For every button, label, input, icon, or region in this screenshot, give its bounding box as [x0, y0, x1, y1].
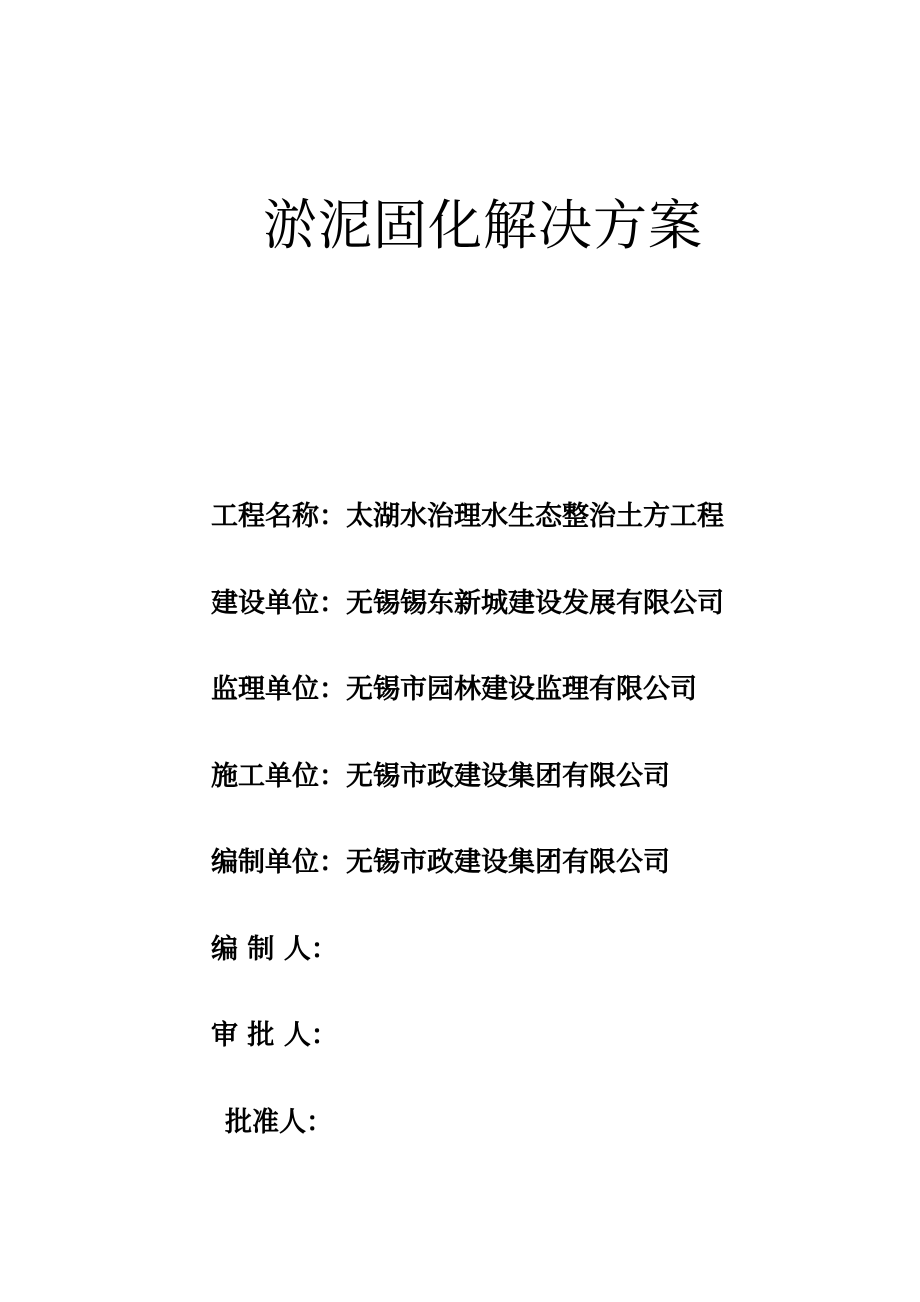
project-name-label: 工程名称： — [211, 501, 346, 532]
document-title: 淤泥固化解决方案 — [263, 194, 703, 257]
info-row-compiling-unit — [211, 841, 670, 885]
project-name-value: 太湖水治理水生态整治土方工程 — [346, 501, 724, 532]
info-row-project-name — [211, 495, 724, 539]
info-row-construction-unit — [211, 582, 724, 626]
info-row-contractor-unit — [211, 755, 670, 799]
contractor-unit-value: 无锡市政建设集团有限公司 — [346, 761, 670, 792]
supervision-unit-value: 无锡市园林建设监理有限公司 — [346, 674, 697, 705]
approver-label: 批准人： — [225, 1107, 333, 1138]
info-row-approver — [225, 1101, 333, 1145]
construction-unit-value: 无锡锡东新城建设发展有限公司 — [346, 588, 724, 619]
construction-unit-label: 建设单位： — [211, 588, 346, 619]
info-row-reviewer — [211, 1014, 338, 1058]
supervision-unit-label: 监理单位： — [211, 674, 346, 705]
info-row-compiler — [211, 928, 338, 972]
reviewer-label: 审 批 人： — [211, 1020, 338, 1051]
compiling-unit-label: 编制单位： — [211, 847, 346, 878]
compiler-label: 编 制 人： — [211, 934, 338, 965]
compiling-unit-value: 无锡市政建设集团有限公司 — [346, 847, 670, 878]
contractor-unit-label: 施工单位： — [211, 761, 346, 792]
info-row-supervision-unit — [211, 668, 697, 712]
